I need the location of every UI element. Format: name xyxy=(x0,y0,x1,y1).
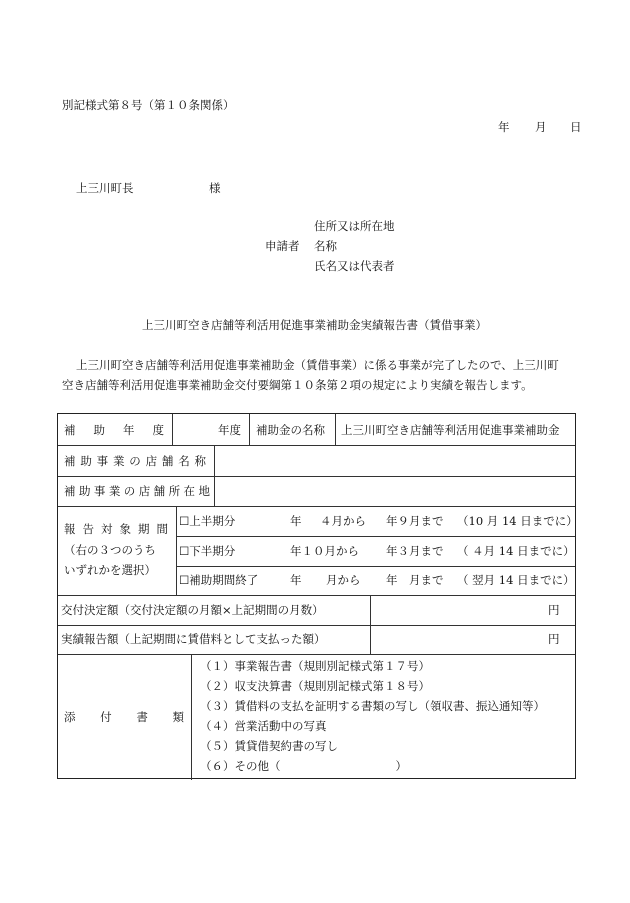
subsidy-name-label: 補助金の名称 xyxy=(256,423,325,437)
report-amount-label: 実績報告額（上記期間に賃借料として支払った額） xyxy=(61,632,326,646)
report-period-label: 報 告 対 象 期 間 xyxy=(64,522,168,536)
attachment-item: （４）営業活動中の写真 xyxy=(200,719,327,733)
period-second-deadline: （ ４月 14 日までに） xyxy=(457,544,575,558)
period-option-second-half[interactable]: ☐下半期分 xyxy=(179,544,236,558)
document-title: 上三川町空き店舗等利活用促進事業補助金実績報告書（賃借事業） xyxy=(142,318,487,332)
attachments-label: 添 付 書 類 xyxy=(64,710,184,724)
body-text-line1: 上三川町空き店舗等利活用促進事業補助金（賃借事業）に係る事業が完了したので、上三川町 xyxy=(76,358,559,372)
grant-amount-label: 交付決定額（交付決定額の月額×上記期間の月数） xyxy=(61,603,324,617)
period-first-from: ４月から xyxy=(320,514,366,528)
fiscal-year-label: 補 助 年 度 xyxy=(64,423,164,437)
period-first-deadline: （10 月 14 日までに） xyxy=(457,514,578,528)
attachment-item: （２）収支決算書（規則別記様式第１８号） xyxy=(200,679,430,693)
applicant-label: 申請者 xyxy=(265,239,300,253)
period-second-to: 年３月まで xyxy=(386,544,444,558)
applicant-representative-label: 氏名又は代表者 xyxy=(314,259,395,273)
period-end-to: 年 月まで xyxy=(386,573,444,587)
period-first-to: 年９月まで xyxy=(386,514,444,528)
attachment-item: （１）事業報告書（規則別記様式第１７号） xyxy=(200,659,430,673)
grant-amount-unit: 円 xyxy=(548,603,560,617)
period-option-end[interactable]: ☐補助期間終了 xyxy=(179,573,259,587)
addressee-honorific: 様 xyxy=(209,181,221,195)
report-period-note-line1: （右の３つのうち xyxy=(64,543,156,557)
period-option-first-half[interactable]: ☐上半期分 xyxy=(179,514,236,528)
form-number: 別記様式第８号（第１０条関係） xyxy=(62,98,235,112)
shop-address-label: 補 助 事 業 の 店 舗 所 在 地 xyxy=(64,484,210,498)
attachment-item: （３）賃借料の支払を証明する書類の写し（領収書、振込通知等） xyxy=(200,699,545,713)
shop-name-label: 補 助 事 業 の 店 舗 名 称 xyxy=(64,454,206,468)
date-year-label: 年 xyxy=(498,120,510,134)
report-amount-unit: 円 xyxy=(548,632,560,646)
fiscal-year-suffix: 年度 xyxy=(218,423,241,437)
report-form-table xyxy=(57,413,576,779)
date-day-label: 日 xyxy=(570,120,582,134)
attachment-item: （６）その他（ ） xyxy=(200,759,407,773)
period-first-year: 年 xyxy=(290,514,302,528)
date-month-label: 月 xyxy=(535,120,547,134)
period-end-year: 年 xyxy=(290,573,302,587)
subsidy-name-value: 上三川町空き店舗等利活用促進事業補助金 xyxy=(341,423,560,437)
body-text-line2: 空き店舗等利活用促進事業補助金交付要綱第１０条第２項の規定により実績を報告します。 xyxy=(62,378,533,392)
report-period-note-line2: いずれかを選択） xyxy=(64,563,156,577)
period-end-from: 月から xyxy=(326,573,361,587)
applicant-address-label: 住所又は所在地 xyxy=(314,219,395,233)
addressee-name: 上三川町長 xyxy=(76,181,134,195)
period-second-from: 年１０月から xyxy=(290,544,359,558)
period-end-deadline: （ 翌月 14 日までに） xyxy=(457,573,575,587)
attachment-item: （５）賃貸借契約書の写し xyxy=(200,739,338,753)
applicant-name-label: 名称 xyxy=(314,239,337,253)
